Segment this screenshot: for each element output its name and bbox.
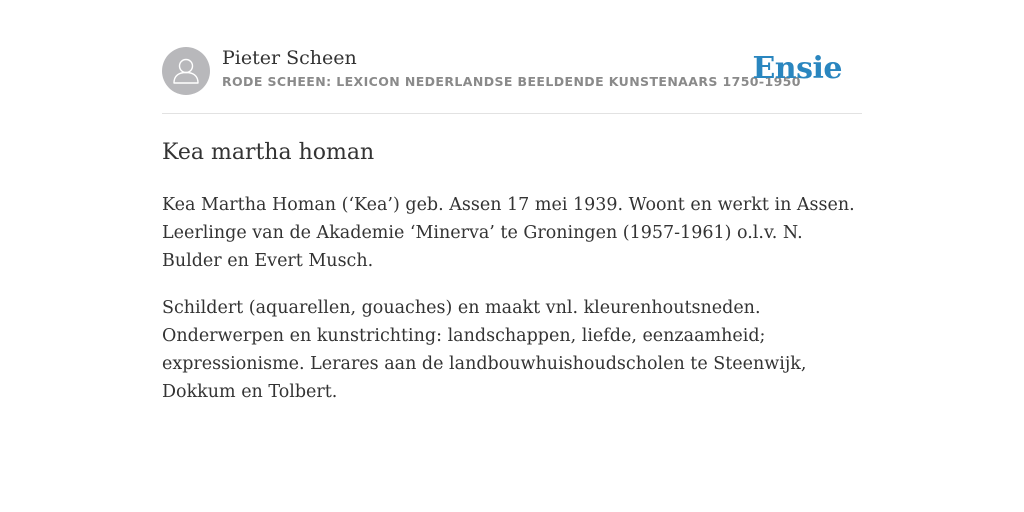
author-avatar[interactable] [162,47,210,95]
paragraph: Kea Martha Homan (‘Kea’) geb. Assen 17 mei 1939. Woont en werkt in Assen. Leerlinge van de Akademie ‘Minerva’ te Groningen (1957-1961) o.l.v. N. Bulder en Evert Musch. [162,195,855,271]
author-name[interactable]: Pieter Scheen [222,47,357,69]
entry-title: Kea martha homan [162,140,375,165]
entry-header [162,46,862,114]
ensie-logo[interactable]: Ensie [752,51,842,86]
entry-body [162,191,862,406]
user-icon [162,47,210,95]
source-title[interactable]: RODE SCHEEN: LEXICON NEDERLANDSE BEELDENDE KUNSTENAARS 1750-1950 [222,74,801,89]
entry-card [162,46,862,406]
paragraph: Schildert (aquarellen, gouaches) en maakt vnl. kleurenhoutsneden. Onderwerpen en kunstrichting: landschappen, liefde, eenzaamheid; expressionisme. Lerares aan de landbouwhuishoudscholen te Steenwijk, Dokkum en Tolbert. [162,298,807,402]
